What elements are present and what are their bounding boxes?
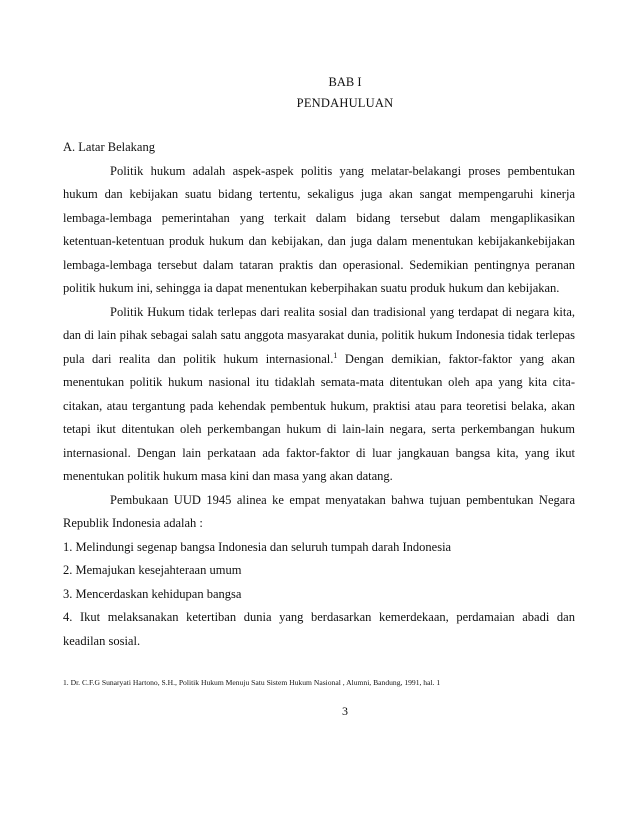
paragraph-2 bbox=[63, 301, 575, 489]
paragraph-2-text-before: Politik Hukum tidak terlepas dari realita sosial dan tradisional yang terdapat di negara kita, dan di lain pihak sebagai salah satu anggota masyarakat dunia, politik hukum Indonesia tidak terlepas pula dari realita dan politik hukum internasional. bbox=[63, 304, 575, 366]
list-item: 4. Ikut melaksanakan ketertiban dunia yang berdasarkan kemerdekaan, perdamaian abadi dan keadilan sosial. bbox=[63, 610, 575, 648]
chapter-number: BAB I bbox=[328, 75, 362, 89]
page-number: 3 bbox=[342, 704, 348, 718]
footnote-reference: 1 bbox=[333, 350, 338, 360]
footnote: 1. Dr. C.F.G Sunaryati Hartono, S.H., Politik Hukum Menuju Satu Sistem Hukum Nasional , Alumni, Bandung, 1991, hal. 1 bbox=[63, 678, 441, 687]
list-item: 2. Memajukan kesejahteraan umum bbox=[63, 563, 242, 577]
paragraph-2-text-after: Dengan demikian, faktor-faktor yang akan menentukan politik hukum nasional itu tidaklah semata-mata ditentukan oleh apa yang kita cita-citakan, atau tergantung pada kehendak pembentuk hukum, praktisi atau para teoretisi belaka, akan tetapi ikut ditentukan oleh perkembangan hukum di lain-lain negara, serta perkembangan hukum internasional. Dengan lain perkataan ada faktor-faktor di luar jangkauan bangsa kita, yang ikut menentukan politik hukum masa kini dan masa yang akan datang. bbox=[63, 351, 576, 483]
section-heading: A. Latar Belakang bbox=[63, 140, 155, 154]
chapter-title: PENDAHULUAN bbox=[296, 96, 394, 110]
list-item: 3. Mencerdaskan kehidupan bangsa bbox=[63, 586, 242, 601]
paragraph-1: Politik hukum adalah aspek-aspek politis yang melatar-belakangi proses pembentukan hukum dan kebijakan suatu bidang tertentu, sekaligus juga akan sangat mempengaruhi kinerja lembaga-lembaga pemerintahan yang terkait dalam bidang tersebut dalam mengaplikasikan ketentuan-ketentuan produk hukum dan kebijakan, dan juga dalam menentukan kebijakankebijakan lembaga-lembaga tersebut dalam tataran praktis dan operasional. Sedemikian pentingnya peranan politik hukum ini, sehingga ia dapat menentukan keberpihakan suatu produk hukum dan kebijakan. bbox=[63, 163, 575, 295]
body-text bbox=[63, 136, 575, 653]
paragraph-3: Pembukaan UUD 1945 alinea ke empat menyatakan bahwa tujuan pembentukan Negara Republik Indonesia adalah : bbox=[63, 492, 575, 530]
list-item: 1. Melindungi segenap bangsa Indonesia dan seluruh tumpah darah Indonesia bbox=[63, 539, 452, 554]
